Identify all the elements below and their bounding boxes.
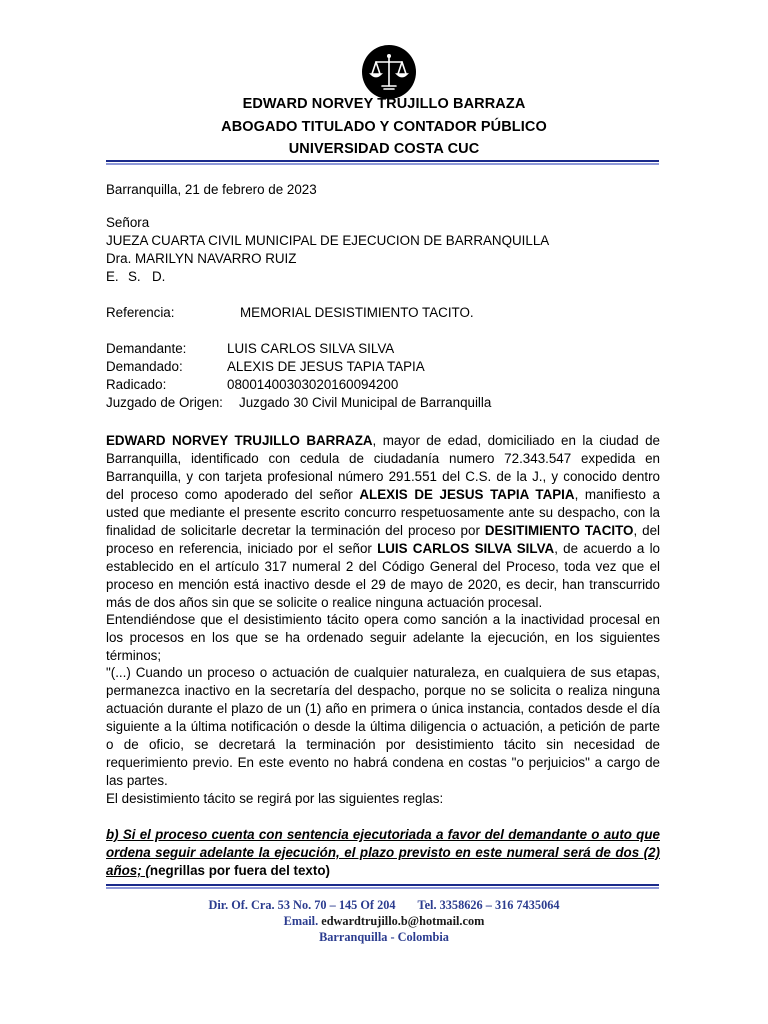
radicado-label: Radicado: bbox=[106, 377, 167, 392]
esd-line bbox=[106, 268, 549, 286]
p1-text-2: , manifiesto a usted que mediante el presente escrito concurro respetuosamente ante su despacho, con la finalidad de solicitarle decretar la terminación del proceso por bbox=[106, 487, 660, 538]
plaintiff-name-bold: LUIS CARLOS SILVA SILVA bbox=[377, 541, 555, 556]
client-name-bold: ALEXIS DE JESUS TAPIA TAPIA bbox=[359, 487, 575, 502]
author-title: ABOGADO TITULADO Y CONTADOR PÚBLICO bbox=[221, 119, 547, 135]
footer-address: Dir. Of. Cra. 53 No. 70 – 145 Of 204 bbox=[208, 898, 396, 912]
demandante-value: LUIS CARLOS SILVA SILVA bbox=[227, 341, 395, 356]
footer-phone: Tel. 3358626 – 316 7435064 bbox=[417, 898, 560, 912]
demandado-label: Demandado: bbox=[106, 359, 183, 374]
demandante-label: Demandante: bbox=[106, 341, 187, 356]
body-paragraph-3-quote: "(...) Cuando un proceso o actuación de cualquier naturaleza, en cualquiera de sus etapas, permanezca inactivo en la secretaría del despacho, porque no se solicita o realiza ninguna actuación durante el plazo de un (1) año en primera o única instancia, contados desde el día siguiente a la última notificación o desde la última diligencia o actuación, a petición de parte o de oficio, se decretará la terminación por desistimiento tácito sin necesidad de requerimiento previo. En este evento no habrá condena en costas "o perjuicios" a cargo de las partes. bbox=[106, 665, 660, 788]
salutation: Señora bbox=[106, 215, 150, 230]
p1-text-3: , del proceso en referencia, iniciado por el señor bbox=[106, 523, 660, 556]
author-name: EDWARD NORVEY TRUJILLO BARRAZA bbox=[242, 96, 526, 112]
date-line: Barranquilla, 21 de febrero de 2023 bbox=[106, 182, 317, 197]
p1-text-1: , mayor de edad, domiciliado en la ciudad de Barranquilla, identificado con cedula de ciudadanía numero 72.343.547 expedida en Barranquilla, y con tarjeta profesional número 291.551 del C.S. de la J., y conocido dentro del proceso como apoderado del señor bbox=[106, 433, 660, 502]
footer-city: Barranquilla - Colombia bbox=[319, 930, 449, 944]
footer-email-line bbox=[0, 913, 768, 929]
esd-e: E. bbox=[106, 269, 119, 284]
scales-of-justice-icon bbox=[361, 44, 417, 100]
esd-d: D. bbox=[152, 269, 166, 284]
author-name-bold: EDWARD NORVEY TRUJILLO BARRAZA bbox=[106, 433, 373, 448]
reference-label: Referencia: bbox=[106, 305, 175, 320]
juzgado-label: Juzgado de Origen: bbox=[106, 395, 223, 410]
demandante-row bbox=[106, 340, 666, 358]
footer-divider bbox=[106, 884, 659, 889]
reference-value: MEMORIAL DESISTIMIENTO TACITO. bbox=[240, 305, 474, 320]
footer-email[interactable]: edwardtrujillo.b@hotmail.com bbox=[321, 914, 485, 928]
body-paragraph-4: El desistimiento tácito se regirá por las siguientes reglas: bbox=[106, 791, 444, 806]
rule-b-note: negrillas por fuera del texto) bbox=[149, 863, 330, 878]
p1-text-4: , de acuerdo a lo establecido en el artículo 317 numeral 2 del Código General del Proceso, toda vez que el proceso en mención está inactivo desde el 29 de mayo de 2020, es decir, han transcurrido más de dos años sin que se solicite o realice ninguna actuación procesal. bbox=[106, 541, 660, 610]
judge-name: Dra. MARILYN NAVARRO RUIZ bbox=[106, 251, 297, 266]
desistimiento-bold: DESITIMIENTO TACITO bbox=[484, 523, 634, 538]
juzgado-row bbox=[106, 394, 666, 412]
esd-s: S. bbox=[128, 269, 141, 284]
body-paragraph-2: Entendiéndose que el desistimiento tácito opera como sanción a la inactividad procesal en los procesos en los que se ha ordenado seguir adelante la ejecución, en los siguientes términos; bbox=[106, 612, 660, 663]
header-divider bbox=[106, 160, 659, 165]
radicado-value: 08001400303020160094200 bbox=[227, 377, 399, 392]
body-paragraph-1 bbox=[106, 432, 660, 612]
rule-b-emphasis: b) Si el proceso cuenta con sentencia ejecutoriada a favor del demandante o auto que ordena seguir adelante la ejecución, el plazo previsto en este numeral será de dos (2) años; ( bbox=[106, 827, 660, 878]
demandado-value: ALEXIS DE JESUS TAPIA TAPIA bbox=[227, 359, 425, 374]
parties-block bbox=[106, 340, 666, 412]
footer-email-label: Email. bbox=[283, 914, 319, 928]
juzgado-value: Juzgado 30 Civil Municipal de Barranquilla bbox=[239, 395, 492, 410]
addressee-block bbox=[106, 214, 549, 286]
court-name: JUEZA CUARTA CIVIL MUNICIPAL DE EJECUCION DE BARRANQUILLA bbox=[106, 233, 550, 248]
radicado-row bbox=[106, 376, 666, 394]
demandado-row bbox=[106, 358, 666, 376]
body-paragraph-5-rule bbox=[106, 826, 660, 880]
author-university: UNIVERSIDAD COSTA CUC bbox=[288, 141, 480, 157]
footer-contact-line bbox=[0, 897, 768, 913]
